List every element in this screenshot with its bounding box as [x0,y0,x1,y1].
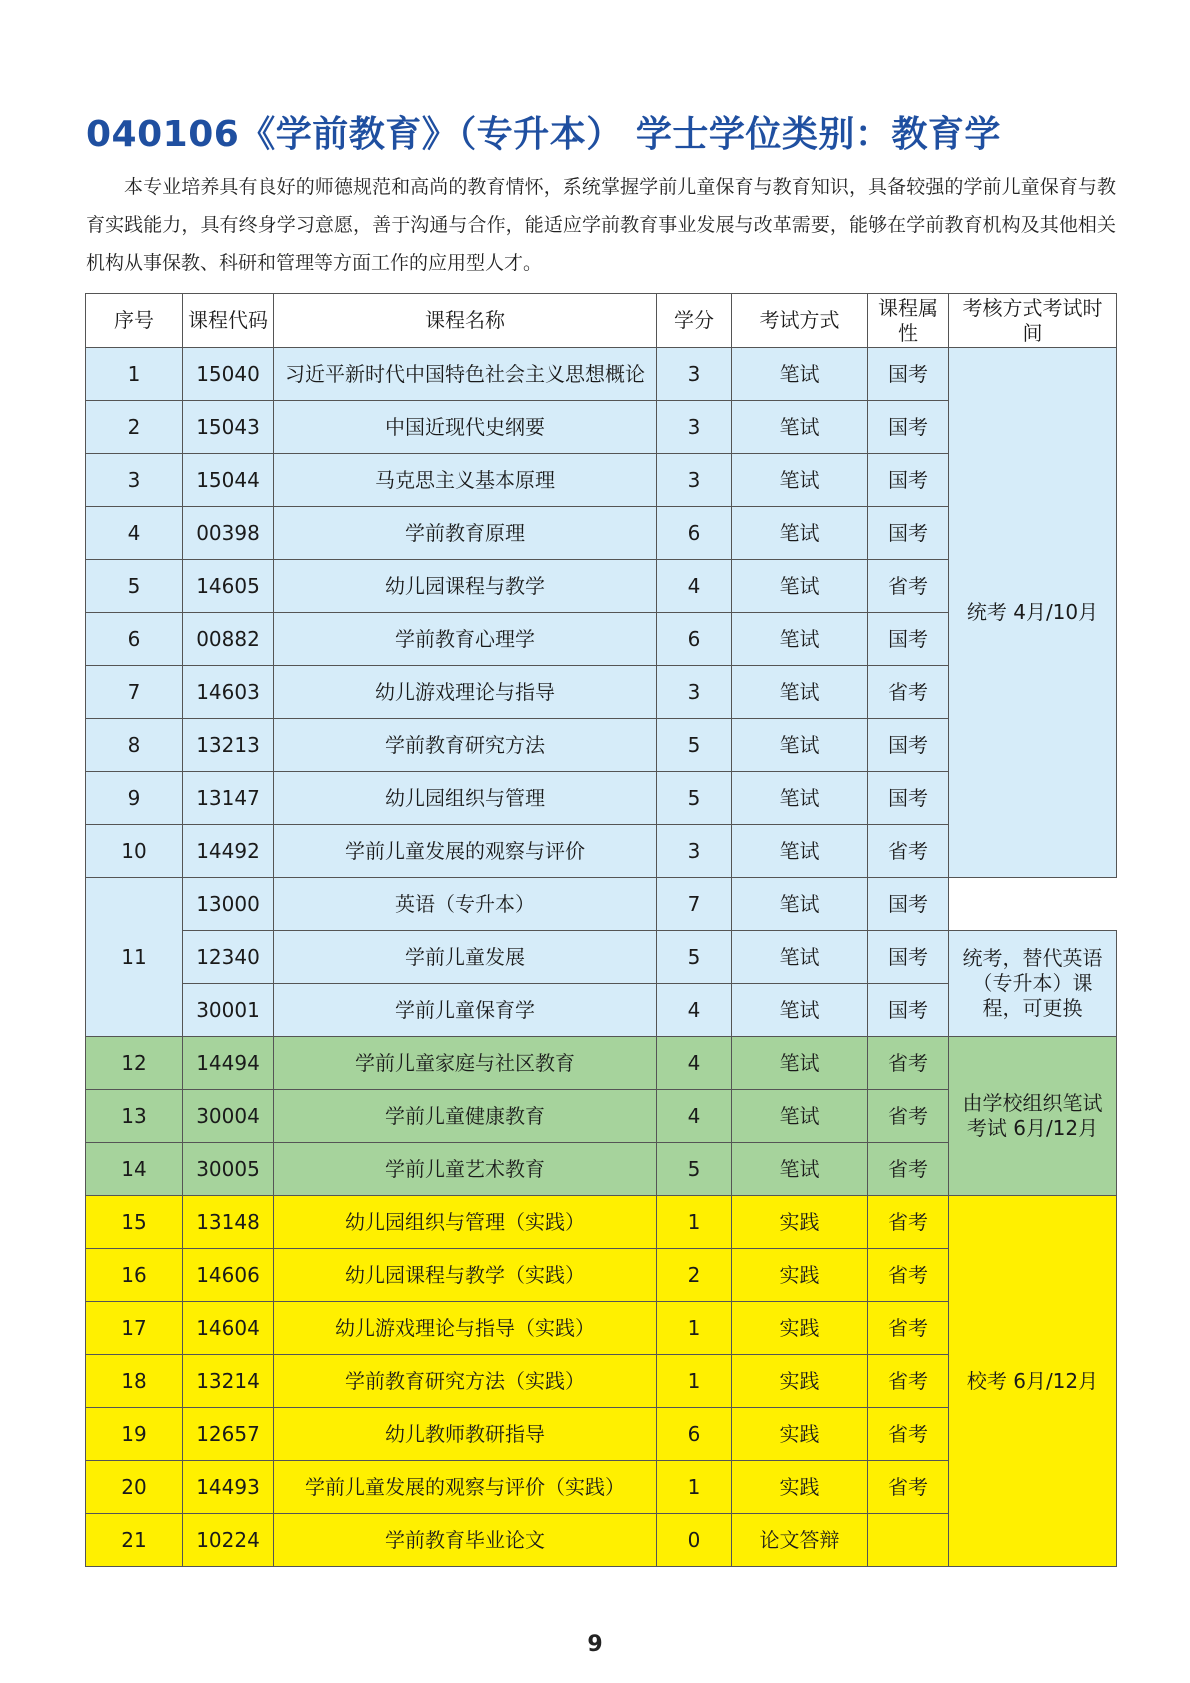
cell-credit: 6 [657,613,732,666]
cell-attr [868,1514,949,1567]
cell-seq: 14 [86,1143,183,1196]
cell-exam-type: 笔试 [732,772,868,825]
cell-exam-type: 实践 [732,1408,868,1461]
cell-credit: 5 [657,1143,732,1196]
header-assess: 考核方式考试时间 [949,294,1117,348]
cell-code: 13148 [183,1196,274,1249]
cell-credit: 4 [657,560,732,613]
cell-seq: 5 [86,560,183,613]
cell-name: 英语（专升本） [274,878,657,931]
cell-exam-type: 笔试 [732,507,868,560]
header-credit: 学分 [657,294,732,348]
cell-credit: 6 [657,507,732,560]
cell-credit: 1 [657,1302,732,1355]
cell-credit: 1 [657,1355,732,1408]
cell-name: 学前教育研究方法 [274,719,657,772]
cell-code: 12657 [183,1408,274,1461]
cell-attr: 省考 [868,666,949,719]
page-title: 040106《学前教育》（专升本） 学士学位类别：教育学 [86,114,1001,155]
cell-seq: 10 [86,825,183,878]
cell-credit: 5 [657,772,732,825]
cell-assessment: 统考 4月/10月 [949,348,1117,878]
cell-exam-type: 笔试 [732,878,868,931]
cell-seq: 15 [86,1196,183,1249]
cell-exam-type: 笔试 [732,560,868,613]
cell-seq: 18 [86,1355,183,1408]
table-row [86,1037,1117,1090]
cell-code: 13213 [183,719,274,772]
cell-name: 学前教育毕业论文 [274,1514,657,1567]
cell-credit: 4 [657,1037,732,1090]
cell-code: 14493 [183,1461,274,1514]
cell-name: 学前儿童发展 [274,931,657,984]
cell-exam-type: 论文答辩 [732,1514,868,1567]
header-code: 课程代码 [183,294,274,348]
cell-code: 14492 [183,825,274,878]
cell-attr: 省考 [868,1408,949,1461]
cell-attr: 国考 [868,613,949,666]
cell-attr: 省考 [868,1461,949,1514]
cell-name: 学前儿童发展的观察与评价 [274,825,657,878]
cell-credit: 3 [657,454,732,507]
cell-name: 学前教育原理 [274,507,657,560]
cell-name: 幼儿园组织与管理 [274,772,657,825]
cell-exam-type: 笔试 [732,931,868,984]
cell-attr: 国考 [868,401,949,454]
cell-name: 幼儿园课程与教学（实践） [274,1249,657,1302]
cell-code: 13147 [183,772,274,825]
cell-attr: 省考 [868,1090,949,1143]
cell-code: 30004 [183,1090,274,1143]
cell-name: 学前儿童健康教育 [274,1090,657,1143]
cell-credit: 4 [657,984,732,1037]
cell-name: 学前儿童艺术教育 [274,1143,657,1196]
cell-seq: 6 [86,613,183,666]
cell-attr: 省考 [868,1302,949,1355]
cell-attr: 国考 [868,878,949,931]
cell-exam-type: 笔试 [732,1143,868,1196]
cell-assessment: 由学校组织笔试考试 6月/12月 [949,1037,1117,1196]
cell-code: 30005 [183,1143,274,1196]
cell-attr: 省考 [868,1143,949,1196]
cell-exam-type: 实践 [732,1355,868,1408]
header-seq: 序号 [86,294,183,348]
cell-seq: 21 [86,1514,183,1567]
cell-credit: 1 [657,1196,732,1249]
cell-exam-type: 笔试 [732,454,868,507]
cell-attr: 省考 [868,1355,949,1408]
cell-code: 15043 [183,401,274,454]
cell-attr: 省考 [868,1037,949,1090]
cell-code: 13214 [183,1355,274,1408]
cell-name: 幼儿园组织与管理（实践） [274,1196,657,1249]
cell-exam-type: 实践 [732,1249,868,1302]
cell-seq: 16 [86,1249,183,1302]
cell-seq: 3 [86,454,183,507]
cell-seq: 17 [86,1302,183,1355]
cell-credit: 3 [657,401,732,454]
cell-attr: 国考 [868,719,949,772]
intro-paragraph: 本专业培养具有良好的师德规范和高尚的教育情怀，系统掌握学前儿童保育与教育知识，具备较强的学前儿童保育与教育实践能力，具有终身学习意愿，善于沟通与合作，能适应学前教育事业发展与改革需要，能够在学前教育机构及其他相关机构从事保教、科研和管理等方面工作的应用型人才。 [86,176,1116,274]
table-row [86,878,1117,931]
cell-assessment: 校考 6月/12月 [949,1196,1117,1567]
cell-code: 14604 [183,1302,274,1355]
cell-exam-type: 笔试 [732,719,868,772]
cell-credit: 6 [657,1408,732,1461]
cell-exam-type: 笔试 [732,984,868,1037]
cell-code: 00882 [183,613,274,666]
course-table [85,293,1117,1567]
cell-name: 马克思主义基本原理 [274,454,657,507]
cell-code: 14605 [183,560,274,613]
cell-code: 14603 [183,666,274,719]
cell-code: 00398 [183,507,274,560]
cell-code: 30001 [183,984,274,1037]
cell-code: 14494 [183,1037,274,1090]
cell-name: 学前儿童保育学 [274,984,657,1037]
cell-attr: 省考 [868,1249,949,1302]
cell-attr: 国考 [868,507,949,560]
table-row [86,931,1117,984]
header-exam-type: 考试方式 [732,294,868,348]
cell-code: 12340 [183,931,274,984]
cell-exam-type: 笔试 [732,613,868,666]
cell-code: 14606 [183,1249,274,1302]
page-number: 9 [587,1632,603,1657]
cell-seq: 7 [86,666,183,719]
cell-credit: 1 [657,1461,732,1514]
cell-name: 习近平新时代中国特色社会主义思想概论 [274,348,657,401]
cell-exam-type: 笔试 [732,1037,868,1090]
cell-credit: 4 [657,1090,732,1143]
cell-name: 学前儿童家庭与社区教育 [274,1037,657,1090]
cell-exam-type: 笔试 [732,825,868,878]
cell-credit: 3 [657,666,732,719]
cell-name: 学前教育心理学 [274,613,657,666]
cell-credit: 5 [657,931,732,984]
cell-seq: 9 [86,772,183,825]
cell-credit: 3 [657,825,732,878]
cell-seq: 12 [86,1037,183,1090]
cell-credit: 5 [657,719,732,772]
cell-name: 幼儿教师教研指导 [274,1408,657,1461]
cell-name: 学前儿童发展的观察与评价（实践） [274,1461,657,1514]
cell-attr: 省考 [868,825,949,878]
cell-exam-type: 笔试 [732,1090,868,1143]
cell-seq: 1 [86,348,183,401]
table-header-row [86,294,1117,348]
cell-seq: 2 [86,401,183,454]
cell-seq: 20 [86,1461,183,1514]
cell-credit: 7 [657,878,732,931]
cell-name: 幼儿游戏理论与指导（实践） [274,1302,657,1355]
header-name: 课程名称 [274,294,657,348]
cell-name: 幼儿园课程与教学 [274,560,657,613]
cell-exam-type: 实践 [732,1196,868,1249]
cell-seq: 11 [86,878,183,1037]
cell-attr: 国考 [868,931,949,984]
cell-code: 13000 [183,878,274,931]
cell-code: 10224 [183,1514,274,1567]
cell-attr: 省考 [868,1196,949,1249]
cell-credit: 3 [657,348,732,401]
cell-credit: 2 [657,1249,732,1302]
cell-assessment: 统考，替代英语（专升本）课程，可更换 [949,931,1117,1037]
cell-attr: 国考 [868,348,949,401]
cell-name: 幼儿游戏理论与指导 [274,666,657,719]
cell-exam-type: 笔试 [732,401,868,454]
cell-seq: 19 [86,1408,183,1461]
cell-seq: 4 [86,507,183,560]
table-row [86,348,1117,401]
cell-name: 中国近现代史纲要 [274,401,657,454]
cell-attr: 国考 [868,772,949,825]
cell-seq: 8 [86,719,183,772]
cell-credit: 0 [657,1514,732,1567]
header-attr: 课程属性 [868,294,949,348]
cell-attr: 国考 [868,984,949,1037]
cell-exam-type: 笔试 [732,348,868,401]
cell-attr: 省考 [868,560,949,613]
table-row [86,1196,1117,1249]
cell-exam-type: 实践 [732,1461,868,1514]
cell-exam-type: 笔试 [732,666,868,719]
cell-code: 15044 [183,454,274,507]
cell-name: 学前教育研究方法（实践） [274,1355,657,1408]
cell-code: 15040 [183,348,274,401]
cell-seq: 13 [86,1090,183,1143]
cell-attr: 国考 [868,454,949,507]
cell-exam-type: 实践 [732,1302,868,1355]
